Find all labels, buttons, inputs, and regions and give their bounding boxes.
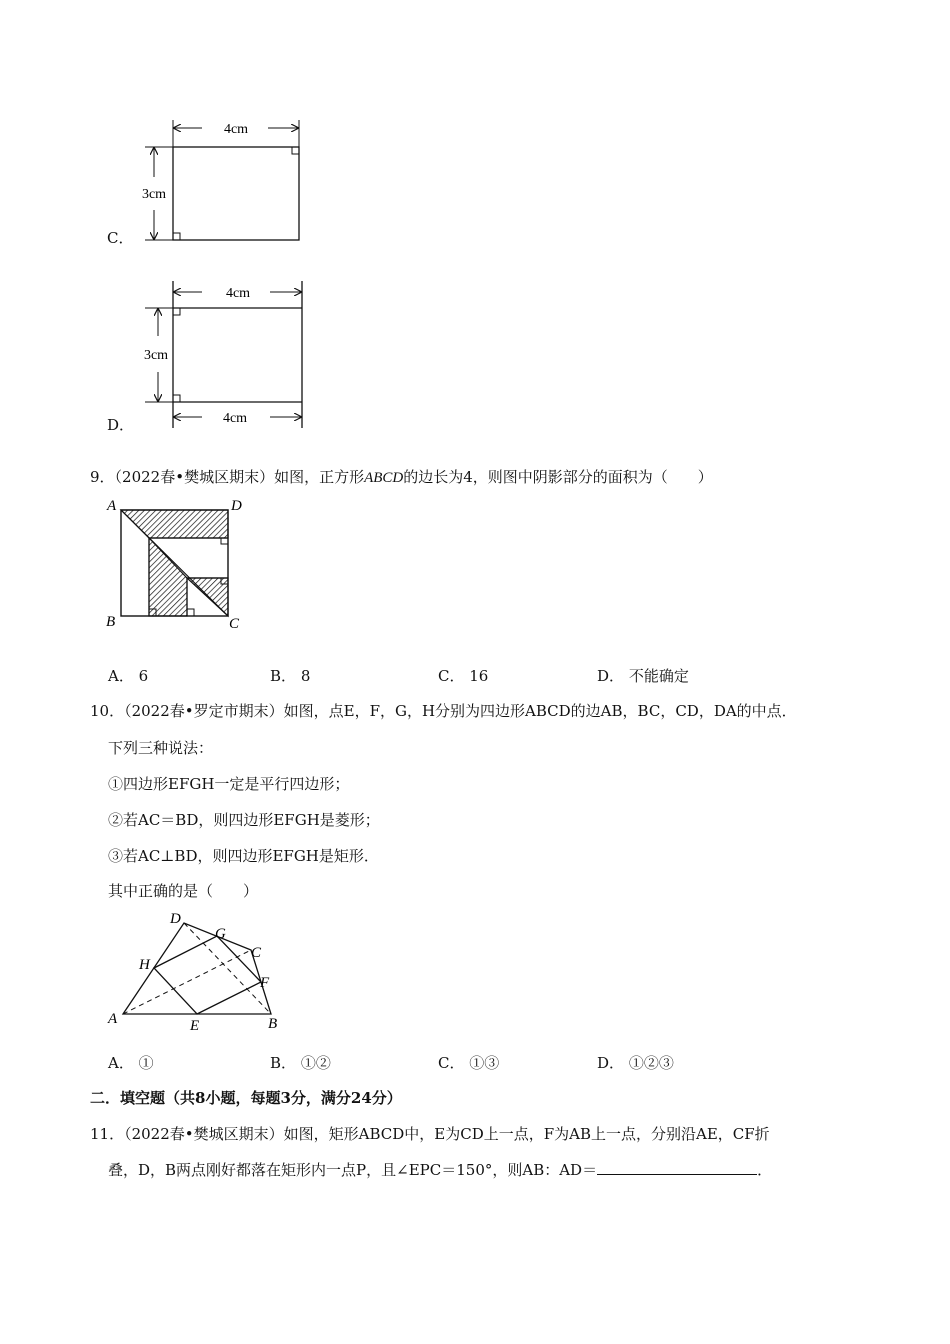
question-10-intro: 下列三种说法： [108,739,214,757]
rectangle [173,147,299,240]
vertex-label-h: H [139,957,150,973]
option-letter: A． [108,1054,134,1072]
right-angle-mark [221,538,228,544]
vertex-label-d: D [231,498,242,514]
stem-text: ． [757,1161,773,1179]
question-11-line-2 [108,1160,772,1180]
section-title: 二．填空题（共8小题，每题3分，满分24分） [90,1089,402,1107]
shaded-region [149,538,187,616]
option-text: 不能确定 [628,667,689,685]
q10-option-b[interactable] [270,1053,331,1073]
option-text: ①② [300,1054,331,1072]
option-text: ①③ [469,1054,500,1072]
question-9-stem [90,467,713,488]
q9-option-d[interactable] [597,666,689,686]
q9-option-b[interactable] [270,666,310,686]
question-10-prompt: 其中正确的是（ ） [108,882,259,900]
stem-text: 如图，正方形 [274,468,365,486]
q9-option-c[interactable] [438,666,488,686]
figure-question-10 [100,905,290,1035]
question-number: 10． [90,702,125,720]
shaded-region [121,510,228,538]
right-angle-mark [187,609,194,616]
option-letter: A． [108,667,134,685]
right-angle-mark [173,233,180,240]
option-letter: B． [270,667,297,685]
vertex-label-g: G [215,926,226,942]
stem-text: 的边长为4，则图中阴影部分的面积为（ ） [403,468,713,486]
stem-text: 如图，矩形ABCD中，E为CD上一点，F为AB上一点，分别沿AE，CF折 [283,1125,770,1143]
question-source: （2022春•樊城区期末） [124,1125,284,1143]
stem-variable: ABCD [364,470,404,486]
statement-2: ②若AC＝BD，则四边形EFGH是菱形； [108,811,380,829]
option-text: ① [138,1054,154,1072]
question-10-stem [90,701,797,721]
q10-option-c[interactable] [438,1053,499,1073]
question-number: 11． [90,1125,125,1143]
left-dimension-label: 3cm [141,187,167,202]
vertex-label-a: A [107,498,117,514]
diagonal-bd [184,923,271,1014]
question-number: 9． [90,468,115,486]
option-d-label: D． [107,416,135,434]
statement-1: ①四边形EFGH一定是平行四边形； [108,775,350,793]
figure-option-c [130,115,310,250]
option-text: 8 [300,667,311,685]
option-text: 16 [469,667,489,685]
question-source: （2022春•樊城区期末） [114,468,275,486]
vertex-label-b: B [106,614,116,630]
option-text: ①②③ [628,1054,674,1072]
right-angle-mark [173,395,180,402]
statement-3: ③若AC⊥BD，则四边形EFGH是矩形． [108,847,379,865]
answer-blank[interactable] [597,1160,757,1175]
q10-option-a[interactable] [108,1053,154,1073]
question-11-line-1 [90,1124,770,1144]
vertex-label-e: E [190,1018,200,1034]
vertex-label-d: D [170,911,181,927]
right-angle-mark [173,308,180,315]
option-c-label: C． [107,229,134,247]
stem-text: 如图，点E，F，G，H分别为四边形ABCD的边AB，BC，CD，DA的中点． [283,702,797,720]
bottom-dimension-label: 4cm [222,411,248,426]
option-letter: D． [597,1054,625,1072]
left-dimension-label: 3cm [143,348,169,363]
vertex-label-f: F [260,975,270,991]
q10-option-d[interactable] [597,1053,674,1073]
top-dimension-label: 4cm [225,286,251,301]
q9-option-a[interactable] [108,666,148,686]
stem-text: 叠，D，B两点刚好都落在矩形内一点P，且∠EPC＝150°，则AB：AD＝ [108,1161,598,1179]
option-letter: B． [270,1054,297,1072]
option-letter: C． [438,1054,465,1072]
option-text: 6 [138,667,149,685]
question-source: （2022春•罗定市期末） [124,702,284,720]
vertex-label-c: C [251,945,262,961]
right-angle-mark [292,147,299,154]
figure-option-d [130,278,310,430]
vertex-label-a: A [108,1011,118,1027]
option-letter: D． [597,667,625,685]
top-dimension-label: 4cm [223,122,249,137]
option-letter: C． [438,667,465,685]
figure-question-9 [100,492,260,634]
vertex-label-b: B [268,1016,278,1032]
vertex-label-c: C [229,616,240,632]
